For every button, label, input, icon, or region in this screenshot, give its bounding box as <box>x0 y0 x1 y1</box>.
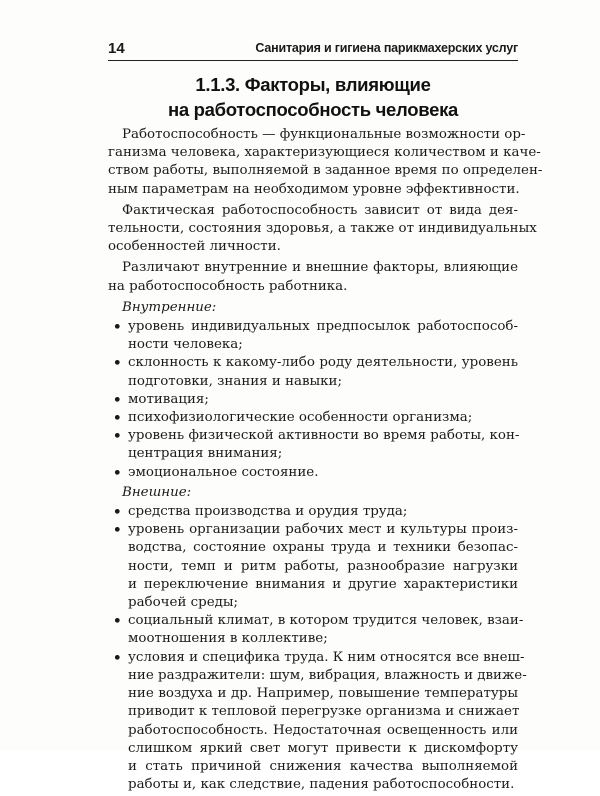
list-item <box>108 521 518 612</box>
text-line: рабочей среды; <box>128 595 239 611</box>
text-line: Фактическая работоспособность зависит от вида дея- <box>122 202 518 218</box>
bullet-icon: • <box>113 391 122 408</box>
text-line: мотивация; <box>128 391 209 407</box>
text-line: средства производства и орудия труда; <box>128 504 408 520</box>
text-line: уровень индивидуальных предпосылок работоспособ- <box>128 319 518 335</box>
section-heading-line-1: 1.1.3. Факторы, влияющие <box>195 74 431 95</box>
text-line: уровень физической активности во время работы, кон- <box>128 428 520 444</box>
running-title: Санитария и гигиена парикмахерских услуг <box>255 41 518 55</box>
external-factors-list <box>108 503 527 794</box>
text-line: и переключение внимания и другие характеристики <box>128 576 518 592</box>
list-item <box>108 612 524 648</box>
running-header <box>108 38 518 61</box>
paragraph <box>108 259 518 295</box>
list-item <box>108 503 518 521</box>
text-line: центрация внимания; <box>128 446 283 462</box>
bullet-icon: • <box>113 319 122 336</box>
bullet-icon: • <box>113 355 122 372</box>
text-line: на работоспособность работника. <box>108 278 348 294</box>
text-line: условия и специфика труда. К ним относятся все внеш- <box>128 649 525 665</box>
list-item <box>108 409 518 427</box>
internal-factors-list <box>108 318 518 482</box>
text-line: тельности, состояния здоровья, а также от индивидуальных <box>108 221 537 237</box>
paragraph <box>108 202 537 257</box>
text-line: особенностей личности. <box>108 239 281 255</box>
paragraph <box>108 126 543 199</box>
text-line: моотношения в коллективе; <box>128 631 328 647</box>
list-item <box>108 427 518 463</box>
text-line: ганизма человека, характеризующиеся количеством и каче- <box>108 145 541 161</box>
text-line: ности человека; <box>128 337 243 353</box>
page-number: 14 <box>108 40 125 57</box>
text-line: приводит к тепловой перегрузке организма и снижает <box>128 704 520 720</box>
text-line: ством работы, выполняемой в заданное время по определен- <box>108 163 543 179</box>
list-item <box>108 464 518 482</box>
text-line: ние раздражители: шум, вибрация, влажность и движе- <box>128 667 527 683</box>
list-item <box>108 354 518 390</box>
text-line: подготовки, знания и навыки; <box>128 373 342 389</box>
bullet-icon: • <box>113 464 122 481</box>
text-line: склонность к какому-либо роду деятельности, уровень <box>128 355 518 371</box>
text-line: психофизиологические особенности организма; <box>128 410 473 426</box>
bullet-icon: • <box>113 522 122 539</box>
bullet-icon: • <box>113 613 122 630</box>
bullet-icon: • <box>113 504 122 521</box>
internal-factors-label: Внутренние: <box>122 299 217 315</box>
section-heading <box>108 72 518 122</box>
bullet-icon: • <box>113 410 122 427</box>
section-heading-line-2: на работоспособность человека <box>167 99 459 120</box>
text-line: Работоспособность — функциональные возможности ор- <box>122 127 526 142</box>
text-line: водства, состояние охраны труда и техники безопас- <box>128 540 518 556</box>
list-item <box>108 649 527 795</box>
text-line: Различают внутренние и внешние факторы, влияющие <box>122 260 518 276</box>
text-line: ности, темп и ритм работы, разнообразие нагрузки <box>128 558 518 574</box>
external-factors-label: Внешние: <box>122 484 192 500</box>
list-item <box>108 391 518 409</box>
text-line: ние воздуха и др. Например, повышение температуры <box>128 686 518 702</box>
bullet-icon: • <box>113 649 122 666</box>
list-item <box>108 318 518 354</box>
text-line: эмоциональное состояние. <box>128 464 319 480</box>
text-line: и стать причиной снижения качества выполняемой <box>128 758 518 774</box>
text-line: уровень организации рабочих мест и культуры произ- <box>128 522 518 538</box>
bullet-icon: • <box>113 428 122 445</box>
text-line: социальный климат, в котором трудится человек, взаи- <box>128 613 524 629</box>
body-text <box>108 126 543 796</box>
text-line: работоспособность. Недостаточная освещенность или <box>128 722 518 738</box>
text-line: работы и, как следствие, падения работоспособности. <box>128 777 515 793</box>
text-line: ным параметрам на необходимом уровне эффективности. <box>108 181 520 197</box>
text-line: слишком яркий свет могут привести к дискомфорту <box>128 740 518 756</box>
